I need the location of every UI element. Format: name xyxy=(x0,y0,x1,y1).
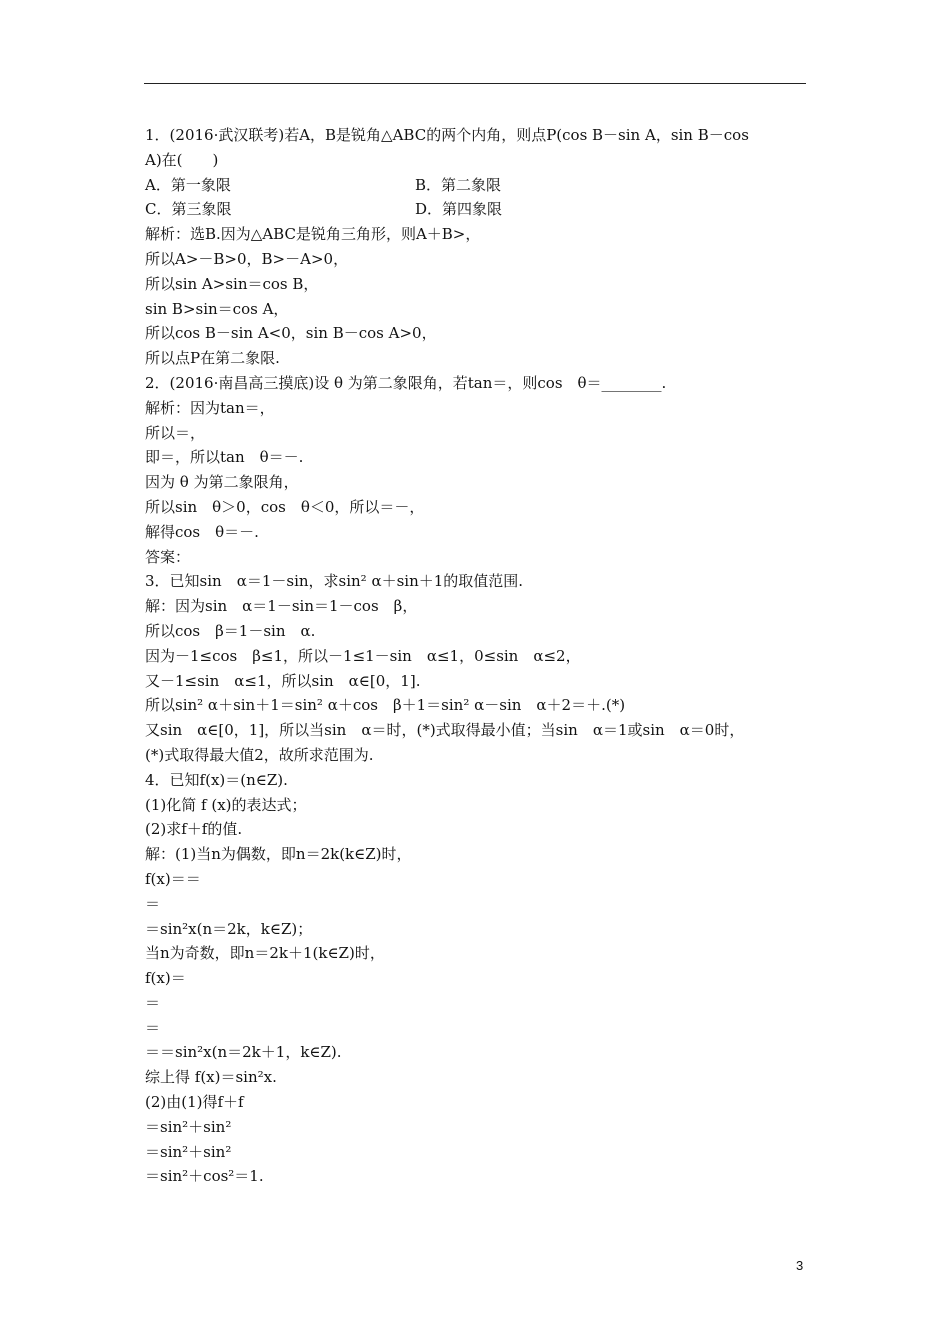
text-line: 解析：因为tan＝， xyxy=(145,398,275,417)
choice-row xyxy=(145,173,809,198)
page-number: 3 xyxy=(796,1258,804,1273)
text-line: (*)式取得最大值2，故所求范围为. xyxy=(145,745,374,764)
text-line: 因为 θ 为第二象限角， xyxy=(145,473,299,492)
choice-d: D．第四象限 xyxy=(415,200,503,219)
text-line: f(x)＝ xyxy=(145,969,186,988)
choice-row xyxy=(145,197,809,222)
text-line: f(x)＝＝ xyxy=(145,869,201,888)
text-line: 2．(2016·南昌高三摸底)设 θ 为第二象限角，若tan＝，则cos θ＝________. xyxy=(145,373,667,392)
text-line: ＝sin²＋cos²＝1. xyxy=(145,1167,264,1186)
text-line: 解：(1)当n为偶数，即n＝2k(k∈Z)时， xyxy=(145,845,412,864)
text-line: (1)化简 f (x)的表达式； xyxy=(145,795,307,814)
text-line: A)在( ) xyxy=(145,150,219,169)
text-line: ＝ xyxy=(145,894,161,913)
text-line: 3．已知sin α＝1－sin，求sin² α＋sin＋1的取值范围. xyxy=(145,572,524,591)
text-line: ＝sin²＋sin² xyxy=(145,1142,232,1161)
text-line: ＝ xyxy=(145,993,161,1012)
text-line: 又sin α∈[0，1]，所以当sin α＝时，(*)式取得最小值；当sin α＝1或sin α＝0时， xyxy=(145,721,745,740)
header-rule xyxy=(144,83,806,84)
text-line: (2)由(1)得f＋f xyxy=(145,1093,244,1112)
document-body xyxy=(145,123,809,1189)
text-line: (2)求f＋f的值. xyxy=(145,820,243,839)
text-line: 综上得 f(x)＝sin²x. xyxy=(145,1068,277,1087)
text-line: 1．(2016·武汉联考)若A，B是锐角△ABC的两个内角，则点P(cos B－sin A，sin B－cos xyxy=(145,126,749,144)
text-line: 所以sin θ＞0，cos θ＜0，所以＝－， xyxy=(145,497,425,516)
choice-c: C．第三象限 xyxy=(145,200,232,219)
text-line: 即＝，所以tan θ＝－. xyxy=(145,448,304,467)
text-line: 解：因为sin α＝1－sin＝1－cos β， xyxy=(145,597,418,616)
text-line: 解得cos θ＝－. xyxy=(145,522,259,541)
text-line: ＝＝sin²x(n＝2k＋1，k∈Z). xyxy=(145,1043,342,1062)
text-line: ＝ xyxy=(145,1018,161,1037)
text-line: 因为－1≤cos β≤1，所以－1≤1－sin α≤1，0≤sin α≤2， xyxy=(145,646,581,665)
text-line: 所以cos B－sin A<0，sin B－cos A>0， xyxy=(145,324,437,343)
text-line: ＝sin²x(n＝2k，k∈Z)； xyxy=(145,919,313,938)
text-line: 所以sin A>sin＝cos B， xyxy=(145,274,319,293)
choice-a: A．第一象限 xyxy=(145,175,231,194)
text-line: 当n为奇数，即n＝2k＋1(k∈Z)时， xyxy=(145,944,385,963)
text-line: 又－1≤sin α≤1，所以sin α∈[0，1]. xyxy=(145,671,421,690)
text-line: 答案： xyxy=(145,547,191,566)
text-line: 所以cos β＝1－sin α. xyxy=(145,621,316,640)
choice-b: B．第二象限 xyxy=(415,175,502,194)
text-line: 所以A>－B>0，B>－A>0， xyxy=(145,249,349,268)
text-line: ＝sin²＋sin² xyxy=(145,1117,232,1136)
text-line: 所以sin² α＋sin＋1＝sin² α＋cos β＋1＝sin² α－sin α＋2＝＋.(*) xyxy=(145,696,626,715)
text-line: 解析：选B.因为△ABC是锐角三角形，则A＋B>， xyxy=(145,225,481,244)
text-line: 4．已知f(x)＝(n∈Z). xyxy=(145,770,288,789)
text-line: 所以＝， xyxy=(145,423,206,442)
text-line: 所以点P在第二象限. xyxy=(145,349,280,368)
text-line: sin B>sin＝cos A， xyxy=(145,299,289,318)
